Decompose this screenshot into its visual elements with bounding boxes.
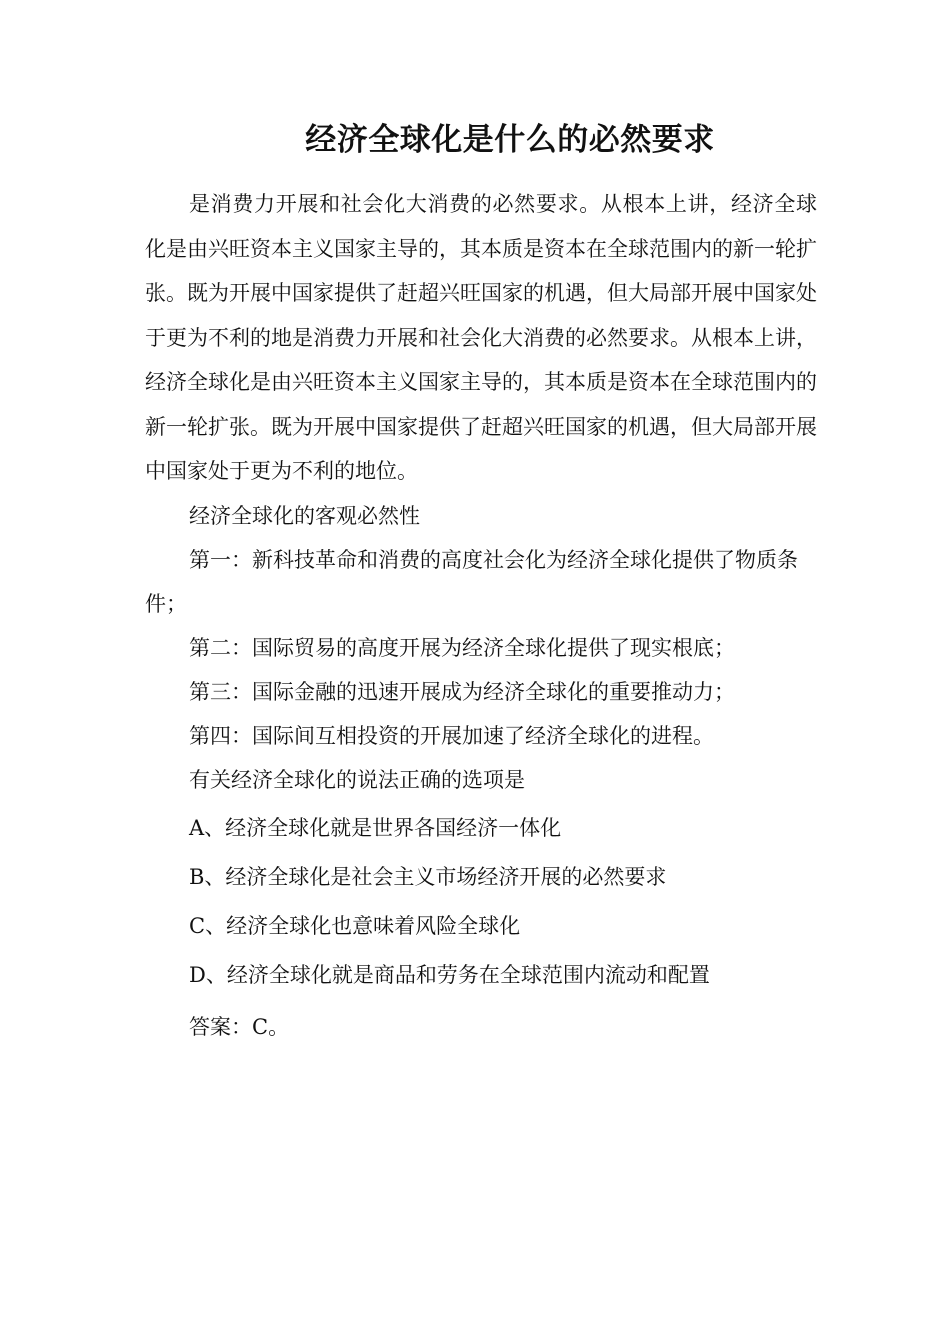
option-a: A、经济全球化就是世界各国经济一体化 (189, 816, 562, 840)
section-heading: 经济全球化的客观必然性 (189, 504, 420, 528)
point-item-1: 第一：新科技革命和消费的高度社会化为经济全球化提供了物质条件； (145, 548, 798, 616)
question-text: 有关经济全球化的说法正确的选项是 (189, 768, 525, 792)
intro-paragraph: 是消费力开展和社会化大消费的必然要求。从根本上讲，经济全球化是由兴旺资本主义国家主导的，其本质是资本在全球范围内的新一轮扩张。既为开展中国家提供了赶超兴旺国家的机遇，但大局部开展中国家处于更为不利的地是消费力开展和社会化大消费的必然要求。从根本上讲，经济全球化是由兴旺资本主义国家主导的，其本质是资本在全球范围内的新一轮扩张。既为开展中国家提供了赶超兴旺国家的机遇，但大局部开展中国家处于更为不利的地位。 (145, 192, 817, 483)
option-c: C、经济全球化也意味着风险全球化 (189, 914, 521, 938)
option-b: B、经济全球化是社会主义市场经济开展的必然要求 (189, 865, 667, 889)
option-d: D、经济全球化就是商品和劳务在全球范围内流动和配置 (189, 963, 710, 987)
point-item-3: 第三：国际金融的迅速开展成为经济全球化的重要推动力； (189, 680, 735, 704)
point-item-4: 第四：国际间互相投资的开展加速了经济全球化的进程。 (189, 724, 714, 748)
page-title: 经济全球化是什么的必然要求 (305, 122, 715, 158)
answer-text: 答案：C。 (189, 1015, 290, 1039)
point-item-2: 第二：国际贸易的高度开展为经济全球化提供了现实根底； (189, 636, 735, 660)
